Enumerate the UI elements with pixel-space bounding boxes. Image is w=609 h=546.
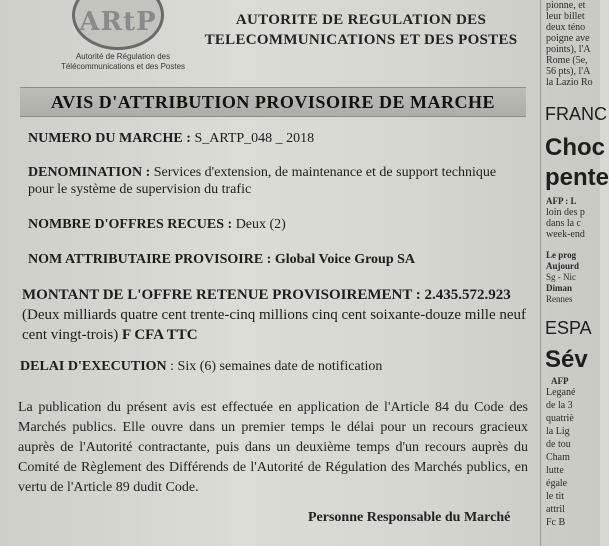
side-section-heading: ESPA xyxy=(545,318,592,338)
side-text-line: Sg - Nic xyxy=(546,272,576,282)
side-text-line: week-end xyxy=(546,229,585,240)
field-delai xyxy=(20,358,520,375)
side-text-line: Legané xyxy=(546,387,576,398)
side-text-line: 56 pts), l'A xyxy=(546,66,591,77)
side-text-line: pionne, et xyxy=(546,0,586,11)
delai-label: DELAI D'EXECUTION xyxy=(20,359,167,374)
organization-title-line-2: TELECOMMUNICATIONS ET DES POSTES xyxy=(204,32,518,48)
logo-text: ARtP xyxy=(79,7,157,37)
field-montant xyxy=(22,285,532,345)
side-text-line: quatriè xyxy=(546,413,574,424)
side-text-line: attril xyxy=(546,504,565,515)
field-nombre-offres xyxy=(28,216,528,233)
montant-label: MONTANT DE L'OFFRE RETENUE PROVISOIREMENT : xyxy=(22,287,421,303)
side-text-line: dans la c xyxy=(546,218,581,229)
side-headline: pente xyxy=(545,164,609,191)
nombre-label: NOMBRE D'OFFRES RECUES : xyxy=(28,217,233,232)
side-section-heading: FRANC xyxy=(545,104,607,124)
side-headline: Choc xyxy=(545,134,605,161)
logo-caption-line-2: Télécommunications et des Postes xyxy=(60,62,186,71)
attributaire-label: NOM ATTRIBUTAIRE PROVISOIRE : xyxy=(28,252,272,267)
side-text-line: de la 3 xyxy=(546,400,573,411)
side-text-line: lutte xyxy=(546,465,564,476)
denomination-label: DENOMINATION : xyxy=(28,165,151,180)
side-text-line: leur billet xyxy=(546,11,585,22)
side-text-line: AFP : L xyxy=(546,196,577,206)
bleed-through-text xyxy=(190,58,520,84)
montant-currency: F CFA TTC xyxy=(118,327,198,343)
logo-emblem xyxy=(72,0,164,50)
side-text-line: de tou xyxy=(546,439,571,450)
side-text-line: poigne ave xyxy=(546,33,590,44)
side-text-line: deux téno xyxy=(546,22,586,33)
side-text-line: Aujourd xyxy=(546,261,580,271)
side-text-line: Le prog xyxy=(546,250,577,260)
logo-caption xyxy=(58,52,188,72)
notice-banner xyxy=(20,87,526,117)
field-numero xyxy=(28,130,528,147)
side-text-line: Cham xyxy=(546,452,570,463)
numero-value: S_ARTP_048 _ 2018 xyxy=(190,131,315,146)
side-text-line: AFP xyxy=(551,376,569,386)
notice-title: AVIS D'ATTRIBUTION PROVISOIRE DE MARCHE xyxy=(51,91,495,112)
organization-title-line-1: AUTORITE DE REGULATION DES xyxy=(235,12,487,28)
logo-caption-line-1: Autorité de Régulation des xyxy=(75,52,171,61)
signature: Personne Responsable du Marché xyxy=(308,510,511,525)
denomination-value: Services d'extension, de maintenance et de support technique pour le système de supervision du trafic xyxy=(28,165,497,197)
montant-value: 2.435.572.923 xyxy=(420,287,511,303)
side-text-line: Diman xyxy=(546,283,573,293)
side-text-line: égale xyxy=(546,478,568,489)
adjacent-article-column xyxy=(540,0,609,546)
artp-logo xyxy=(52,0,186,82)
organization-title xyxy=(196,10,526,50)
side-text-line: le tit xyxy=(546,491,565,502)
attributaire-value: Global Voice Group SA xyxy=(271,252,416,267)
delai-value: : Six (6) semaines date de notification xyxy=(166,359,383,374)
side-text-line: points), l'A xyxy=(546,44,591,55)
nombre-value: Deux (2) xyxy=(232,217,286,232)
side-text-line: la Lig xyxy=(546,426,570,437)
field-attributaire xyxy=(28,251,528,268)
side-text-line: la Lazio Ro xyxy=(546,77,593,88)
numero-label: NUMERO DU MARCHE : xyxy=(28,131,191,146)
side-text-line: Fc B xyxy=(546,517,566,528)
side-headline: Sév xyxy=(545,346,588,373)
side-text-line: Rennes xyxy=(546,294,573,304)
montant-in-words: (Deux milliards quatre cent trente-cinq millions cinq cent soixante-douze mille neuf cent vingt-trois) xyxy=(22,307,527,343)
side-text-line: loin des p xyxy=(546,207,585,218)
side-text-line: Rome (5e, xyxy=(546,55,588,66)
field-denomination xyxy=(28,164,524,198)
legal-paragraph: La publication du présent avis est effectuée en application de l'Article 84 du Code des Marchés publics. Elle ouvre dans un premier temps le délai pour un recours gracieux auprès de l'Autorité contractante, puis dans un deuxième temps d'un recours auprès du Comité de Règlement des Différends de l'Autorité de Régulation des Marchés publics, en vertu de l'Article 89 dudit Code. xyxy=(18,400,528,495)
